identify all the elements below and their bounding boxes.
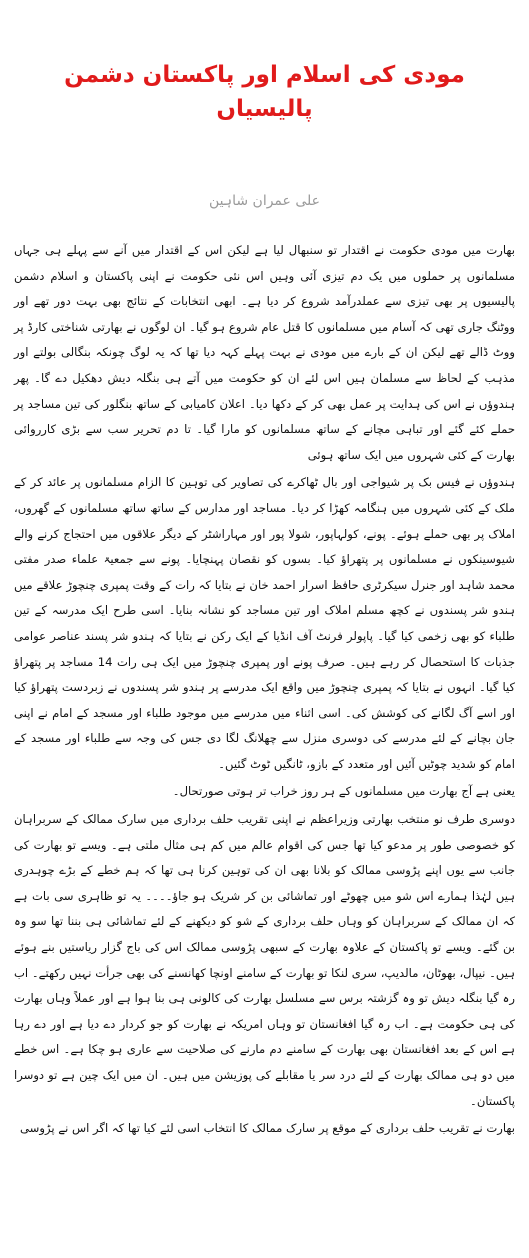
article-paragraph: بھارت میں مودی حکومت نے اقتدار تو سنبھال لیا ہے لیکن اس کے اقتدار میں آنے سے پہلے ہی جہاں مسلمانوں پر حملوں میں یک دم تیزی آئی وہیں اس نئی حکومت نے اپنی پاکستان و اسلام دشمن پالیسیوں پر بھی تیزی سے عملدرآمد شروع کر دیا ہے۔ ابھی انتخابات کے نتائج بھی بہت دور تھے اور ووٹنگ جاری تھی کہ آسام میں مسلمانوں کا قتل عام شروع ہو گیا۔ ان لوگوں نے بھارتی شناختی کارڈ پر ووٹ ڈالے تھے لیکن ان کے بارے میں مودی نے بہت پہلے کہہ دیا تھا کہ یہ لوگ چونکہ بنگالی بولتے اور مذہب کے لحاظ سے مسلمان ہیں اس لئے ان کو حکومت میں آتے ہی بنگلہ دیش دھکیل دے گا۔ پھر ہندوؤں نے اس کی ہدایت پر عمل بھی کر کے دکھا دیا۔ اعلان کامیابی کے ساتھ بنگلور کی تین مساجد پر حملے کئے گئے اور تباہی مچانے کے ساتھ مسلمانوں کو مارا گیا۔ تا دم تحریر سب سے بڑی کارروائی بھارت کے کئی شہروں میں ایک ساتھ ہوئی	[14, 243, 515, 462]
article-paragraph: ہندوؤں نے فیس بک پر شیواجی اور بال ٹھاکرے کی تصاویر کی توہین کا الزام مسلمانوں پر عائد کر کے ملک کے کئی شہروں میں ہنگامہ کھڑا کر دیا۔ مساجد اور مدارس کے ساتھ ساتھ مسلمانوں کے گھروں، املاک پر بھی حملے ہوئے۔ پونے، کولہاپور، شولا پور اور مہاراشٹر کے دیگر علاقوں میں احتجاج کرنے والے شیوسینکوں نے مسلمانوں پر پتھراؤ کیا۔ بسوں کو نقصان پہنچایا۔ پونے سے جمعیۃ علماء صدر مفتی محمد شاہد اور جنرل سیکرٹری حافظ اسرار احمد خان نے بتایا کہ رات کے وقت پمپری چنچوڑ علاقے میں ہندو شر پسندوں نے کچھ مسلم املاک اور تین مساجد کو نشانہ بنایا۔ اسی طرح ایک مدرسہ کے تین طلباء کو بھی زخمی کیا گیا۔ پاپولر فرنٹ آف انڈیا کے ایک رکن نے بتایا کہ ہندو شر پسند عناصر عوامی جذبات کا استحصال کر رہے ہیں۔ صرف پونے اور پمپری چنچوڑ میں ایک ہی رات 14 مساجد پر پتھراؤ کیا گیا۔ انہوں نے بتایا کہ پمپری چنچوڑ میں واقع ایک مدرسے پر ہندو شر پسندوں نے زبردست پتھراؤ کیا اور اسے آگ لگانے کی کوشش کی۔ اسی اثناء میں مدرسے میں موجود طلباء اور مسجد کے امام نے اپنی جان بچانے کے لئے مدرسے کی دوسری منزل سے چھلانگ لگا دی جس کی وجہ سے طلباء اور مسجد کے امام کو شدید چوٹیں آئیں اور متعدد کے بازو، ٹانگیں ٹوٹ گئیں۔	[14, 475, 515, 771]
article-title: مودی کی اسلام اور پاکستان دشمن پالیسیاں	[64, 62, 465, 122]
article-paragraph: بھارت نے تقریب حلف برداری کے موقع پر سارک ممالک کا انتخاب اسی لئے کیا تھا کہ اگر اس نے پڑوسی	[19, 1121, 515, 1136]
article-paragraph: یعنی ہے آج بھارت میں مسلمانوں کے ہر روز خراب تر ہوتی صورتحال۔	[172, 784, 515, 799]
article-body	[14, 238, 515, 1142]
article-author: علی عمران شاہین	[209, 193, 320, 209]
article-paragraph: دوسری طرف نو منتخب بھارتی وزیراعظم نے اپنی تقریب حلف برداری میں سارک ممالک کے سربراہان کو خصوصی طور پر مدعو کیا تھا جس کی اقوام عالم میں کم ہی مثال ملتی ہے۔ ویسے تو بھارت کی جانب سے یوں اپنے پڑوسی ممالک کو بلانا بھی ان کی توہین کرنا ہی تھا کہ ہم خطے کے بڑے چوہدری ہیں لہٰذا ہمارے اس شو میں چھوٹے اور تماشائی بن کر شریک ہو جاؤ۔۔۔۔ یہ تو ظاہری سی بات ہے کہ ان ممالک کے سربراہان کو وہاں حلف برداری کے شو کو دیکھنے کے لئے تماشائی ہی بننا تھا سو وہ بن گئے۔ ویسے تو پاکستان کے علاوہ بھارت کے سبھی پڑوسی ممالک اس کی باج گزار ریاستیں بنے ہوئے ہیں۔ نیپال، بھوٹان، مالدیپ، سری لنکا تو بھارت کے سامنے اونچا کھانسنے کی بھی جرأت نہیں رکھتے۔ اب رہ گیا بنگلہ دیش تو وہ گزشتہ برس سے مسلسل بھارت کی کالونی ہی بنا ہوا ہے اور عملاً وہاں بھارت کی ہی حکومت ہے۔ اب رہ گیا افغانستان تو وہاں امریکہ نے بھارت کو جو کردار دے دیا ہے اور دے رہا ہے اس کے بعد افغانستان بھی بھارت کے سامنے دم مارنے کی صلاحیت سے عاری ہو چکا ہے۔ اس خطے میں دو ہی ممالک بھارت کے لئے درد سر یا مقابلے کی پوزیشن میں ہیں۔ ان میں ایک چین ہے تو دوسرا پاکستان۔	[14, 812, 515, 1108]
